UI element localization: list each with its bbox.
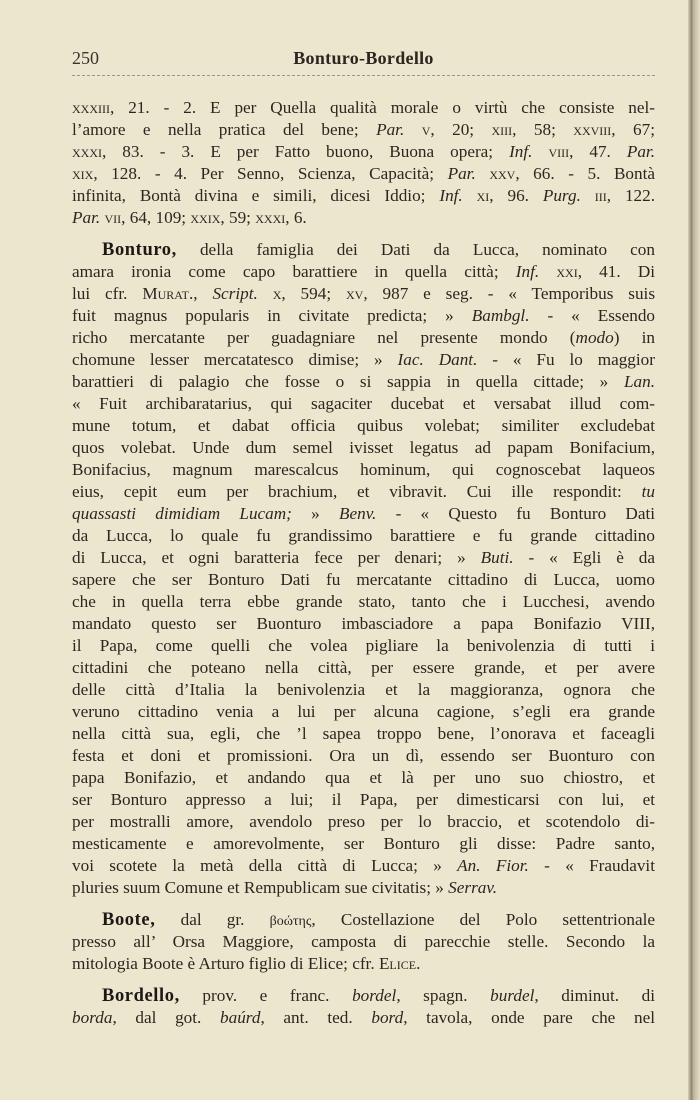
text-run: « Fuit archibaratarius, qui sagaciter ducebat et versabat illud com-	[72, 394, 655, 413]
text-line	[72, 767, 655, 789]
text-run	[404, 120, 421, 139]
text-run: lui cfr.	[72, 284, 143, 303]
text-run: βοώτης	[269, 914, 312, 929]
text-run: per mostralli amore, avendolo preso per lo braccio, et scotendolo di-	[72, 812, 655, 831]
text-line	[72, 207, 655, 229]
text-run: veruno cittadino venia a lui per alcuna cagione, s’egli era grande	[72, 702, 655, 721]
small-caps-text: v	[421, 120, 431, 139]
text-run: pluries suum Comune et Rempublicam sue civitatis; »	[72, 878, 449, 897]
dictionary-entry	[72, 909, 655, 975]
text-line	[72, 481, 655, 503]
text-run: , 122.	[606, 186, 656, 205]
small-caps-text: xxxiii	[72, 98, 110, 117]
text-run: , 96.	[489, 186, 543, 205]
small-caps-text: vii	[104, 208, 122, 227]
text-run: , dal got.	[112, 1008, 221, 1027]
text-line	[72, 953, 655, 975]
text-line	[72, 349, 655, 371]
page-number: 250	[72, 48, 99, 68]
text-line	[72, 569, 655, 591]
text-run: festa et doni et promissioni. Ora un dì, essendo ser Buonturo con	[72, 746, 655, 765]
text-run: , tavola, onde pare che nel	[403, 1008, 655, 1027]
italic-text: Inf.	[509, 142, 533, 161]
text-run	[532, 142, 548, 161]
text-run: chomune lesser mercatatesco dimise; »	[72, 350, 398, 369]
text-run: , spagn.	[396, 986, 491, 1005]
text-run: , 59;	[220, 208, 256, 227]
text-line	[72, 261, 655, 283]
italic-text: burdel	[490, 986, 535, 1005]
text-run: , 987 e seg. - « Temporibus suis	[363, 284, 656, 303]
text-run: - « Questo fu Bonturo Dati	[376, 504, 655, 523]
text-run	[539, 262, 556, 281]
entry-headword: Boote,	[102, 910, 156, 930]
text-line	[72, 185, 655, 207]
text-run: mesticamente e amorevolmente, ser Bonturo gli disse: Padre santo,	[72, 834, 655, 853]
text-run: ) in	[613, 328, 655, 347]
text-line	[72, 97, 655, 119]
header-rule	[72, 75, 655, 76]
italic-text: Bambgl.	[471, 306, 530, 325]
text-line	[72, 437, 655, 459]
text-run: , diminut. di	[534, 986, 655, 1005]
text-run: mune totum, et dabat officia quibus volebat; similiter excludebat	[72, 416, 655, 435]
text-line	[72, 833, 655, 855]
italic-text: Inf.	[515, 262, 540, 281]
italic-text: Serrav.	[448, 878, 498, 897]
page-header	[72, 48, 655, 72]
text-line	[72, 503, 655, 525]
text-run: fuit magnus popularis in civitate predicta; »	[72, 306, 472, 325]
small-caps-text: xxxi	[72, 142, 102, 161]
text-line	[72, 723, 655, 745]
text-run: l’amore e nella pratica del bene;	[72, 120, 377, 139]
text-line	[72, 635, 655, 657]
dictionary-entry	[72, 239, 655, 899]
small-caps-text: xv	[345, 284, 364, 303]
text-run: eius, cepit eum per brachium, et vibravit. Cui ille respondit:	[72, 482, 642, 501]
text-run: cittadini che poteano nella città, per essere grande, et per avere	[72, 658, 655, 677]
text-line	[72, 239, 655, 261]
text-run: , 58;	[512, 120, 574, 139]
text-line	[72, 371, 655, 393]
small-caps-text: xxxi	[255, 208, 286, 227]
small-caps-text: xiii	[491, 120, 513, 139]
text-run: mitologia Boote è Arturo figlio di Elice; cfr.	[72, 954, 379, 973]
text-line	[72, 327, 655, 349]
text-line	[72, 547, 655, 569]
small-caps-text: xi	[476, 186, 490, 205]
text-run	[463, 186, 477, 205]
text-run	[476, 164, 490, 183]
italic-text: bordel	[352, 986, 397, 1005]
italic-text: Par.	[376, 120, 405, 139]
text-run: di Lucca, et ogni baratteria fece per denari; »	[72, 548, 481, 567]
text-run: , 20;	[430, 120, 492, 139]
text-run: quos volebat. Unde dum semel ivisset legatus ad papam Bonifacium,	[72, 438, 655, 457]
small-caps-text: Elice	[378, 954, 417, 973]
text-run: sapere che ser Bonturo Dati fu mercatante cittadino di Lucca, uomo	[72, 570, 655, 589]
small-caps-text: viii	[548, 142, 570, 161]
text-run: amara ironia come capo barattiere in quella città;	[72, 262, 516, 281]
text-run: nella città sua, egli, che ’l sapea troppo bene, l’onorava et faceagli	[72, 724, 655, 743]
text-run: delle città d’Italia la benivolenzia et la maggioranza, ognora che	[72, 680, 655, 699]
text-line	[72, 745, 655, 767]
text-line	[72, 305, 655, 327]
italic-text: Par.	[447, 164, 476, 183]
text-line	[72, 459, 655, 481]
book-binding-edge	[688, 0, 700, 1100]
text-run: , 128. - 4. Per Senno, Scienza, Capacità;	[93, 164, 448, 183]
text-run: presso all’ Orsa Maggiore, camposta di parecchie stelle. Secondo la	[72, 932, 655, 951]
small-caps-text: Murat.	[142, 284, 194, 303]
page-body	[72, 97, 655, 1039]
entry-headword: Bordello,	[102, 986, 180, 1006]
text-run	[258, 284, 273, 303]
text-run: , 21. - 2. E per Quella qualità morale o virtù che consiste nel-	[110, 98, 655, 117]
dictionary-entry	[72, 985, 655, 1029]
italic-text: Par.	[626, 142, 656, 161]
small-caps-text: xxv	[489, 164, 516, 183]
text-run: dal gr.	[155, 910, 270, 929]
text-run: il Papa, come quelli che volea pigliare la benivolenzia di tutti i	[72, 636, 655, 655]
text-run: infinita, Bontà divina e simili, dicesi Iddio;	[72, 186, 440, 205]
italic-text: modo	[575, 328, 614, 347]
text-run: - « Fraudavit	[528, 856, 655, 875]
text-run: ,	[193, 284, 213, 303]
text-run: .	[416, 954, 421, 973]
text-run: , 64, 109;	[121, 208, 191, 227]
text-run: voi scotete la metà della città di Lucca; »	[72, 856, 458, 875]
text-line	[72, 525, 655, 547]
italic-text: tu	[641, 482, 655, 501]
text-line	[72, 679, 655, 701]
italic-text: baúrd	[220, 1008, 261, 1027]
text-run: , 41. Di	[577, 262, 656, 281]
italic-text: An. Fior.	[457, 856, 529, 875]
small-caps-text: xxviii	[573, 120, 612, 139]
running-title: Bonturo-Bordello	[293, 48, 434, 68]
text-line	[72, 701, 655, 723]
small-caps-text: iii	[594, 186, 607, 205]
italic-text: borda	[72, 1008, 113, 1027]
italic-text: Purg.	[542, 186, 581, 205]
small-caps-text: xxi	[556, 262, 578, 281]
text-line	[72, 657, 655, 679]
small-caps-text: xxix	[190, 208, 221, 227]
text-line	[72, 163, 655, 185]
italic-text: Par.	[72, 208, 101, 227]
text-line	[72, 789, 655, 811]
text-run: - « Egli è da	[513, 548, 656, 567]
text-run: della famiglia dei Dati da Lucca, nominato con	[176, 240, 655, 259]
text-run: richo mercatante per guadagniare nel presente mondo (	[72, 328, 576, 347]
italic-text: Benv.	[338, 504, 377, 523]
text-run: - « Essendo	[529, 306, 656, 325]
text-line	[72, 591, 655, 613]
text-line	[72, 855, 655, 877]
text-run: da Lucca, lo quale fu grandissimo barattiere e fu grande cittadino	[72, 526, 655, 545]
text-run: papa Bonifazio, et andando qua et là per uno suo chiostro, et	[72, 768, 655, 787]
text-run: , ant. ted.	[260, 1008, 372, 1027]
italic-text: Inf.	[439, 186, 463, 205]
text-run: , 83. - 3. E per Fatto buono, Buona opera;	[102, 142, 510, 161]
text-line	[72, 613, 655, 635]
small-caps-text: x	[272, 284, 282, 303]
text-run: barattieri di palagio che fosse o si sappia in quella cittade; »	[72, 372, 624, 391]
italic-text: Lan.	[623, 372, 655, 391]
italic-text: Buti.	[480, 548, 514, 567]
text-run: che in quella terra ebbe grande stato, tanto che i Lucchesi, avendo	[72, 592, 655, 611]
text-line	[72, 877, 655, 899]
text-run: , 66. - 5. Bontà	[515, 164, 656, 183]
text-line	[72, 985, 655, 1007]
italic-text: bord	[371, 1008, 404, 1027]
small-caps-text: xix	[72, 164, 94, 183]
text-line	[72, 931, 655, 953]
italic-text: Iac. Dant.	[397, 350, 478, 369]
text-run	[581, 186, 595, 205]
text-run: - « Fu lo maggior	[477, 350, 655, 369]
italic-text: quassasti dimidiam Lucam;	[72, 504, 292, 523]
text-run: , 67;	[611, 120, 655, 139]
text-run: prov. e franc.	[179, 986, 353, 1005]
text-line	[72, 393, 655, 415]
text-line	[72, 283, 655, 305]
text-run: Bonifacius, magnum marescalcus hominum, qui cognoscebat laqueos	[72, 460, 655, 479]
text-line	[72, 1007, 655, 1029]
text-run: , 594;	[281, 284, 346, 303]
text-run: mandato questo ser Buonturo imbasciadore a papa Bonifazio VIII,	[72, 614, 655, 633]
entry-continuation	[72, 97, 655, 229]
text-line	[72, 909, 655, 931]
text-line	[72, 119, 655, 141]
italic-text: Script.	[212, 284, 258, 303]
text-run: , Costellazione del Polo settentrionale	[311, 910, 655, 929]
text-line	[72, 141, 655, 163]
text-line	[72, 415, 655, 437]
text-line	[72, 811, 655, 833]
entry-headword: Bonturo,	[102, 240, 177, 260]
text-run: , 6.	[285, 208, 307, 227]
text-run: »	[291, 504, 339, 523]
text-run: , 47.	[569, 142, 627, 161]
text-run: ser Bonturo appresso a lui; il Papa, per dimesticarsi con lui, et	[72, 790, 655, 809]
